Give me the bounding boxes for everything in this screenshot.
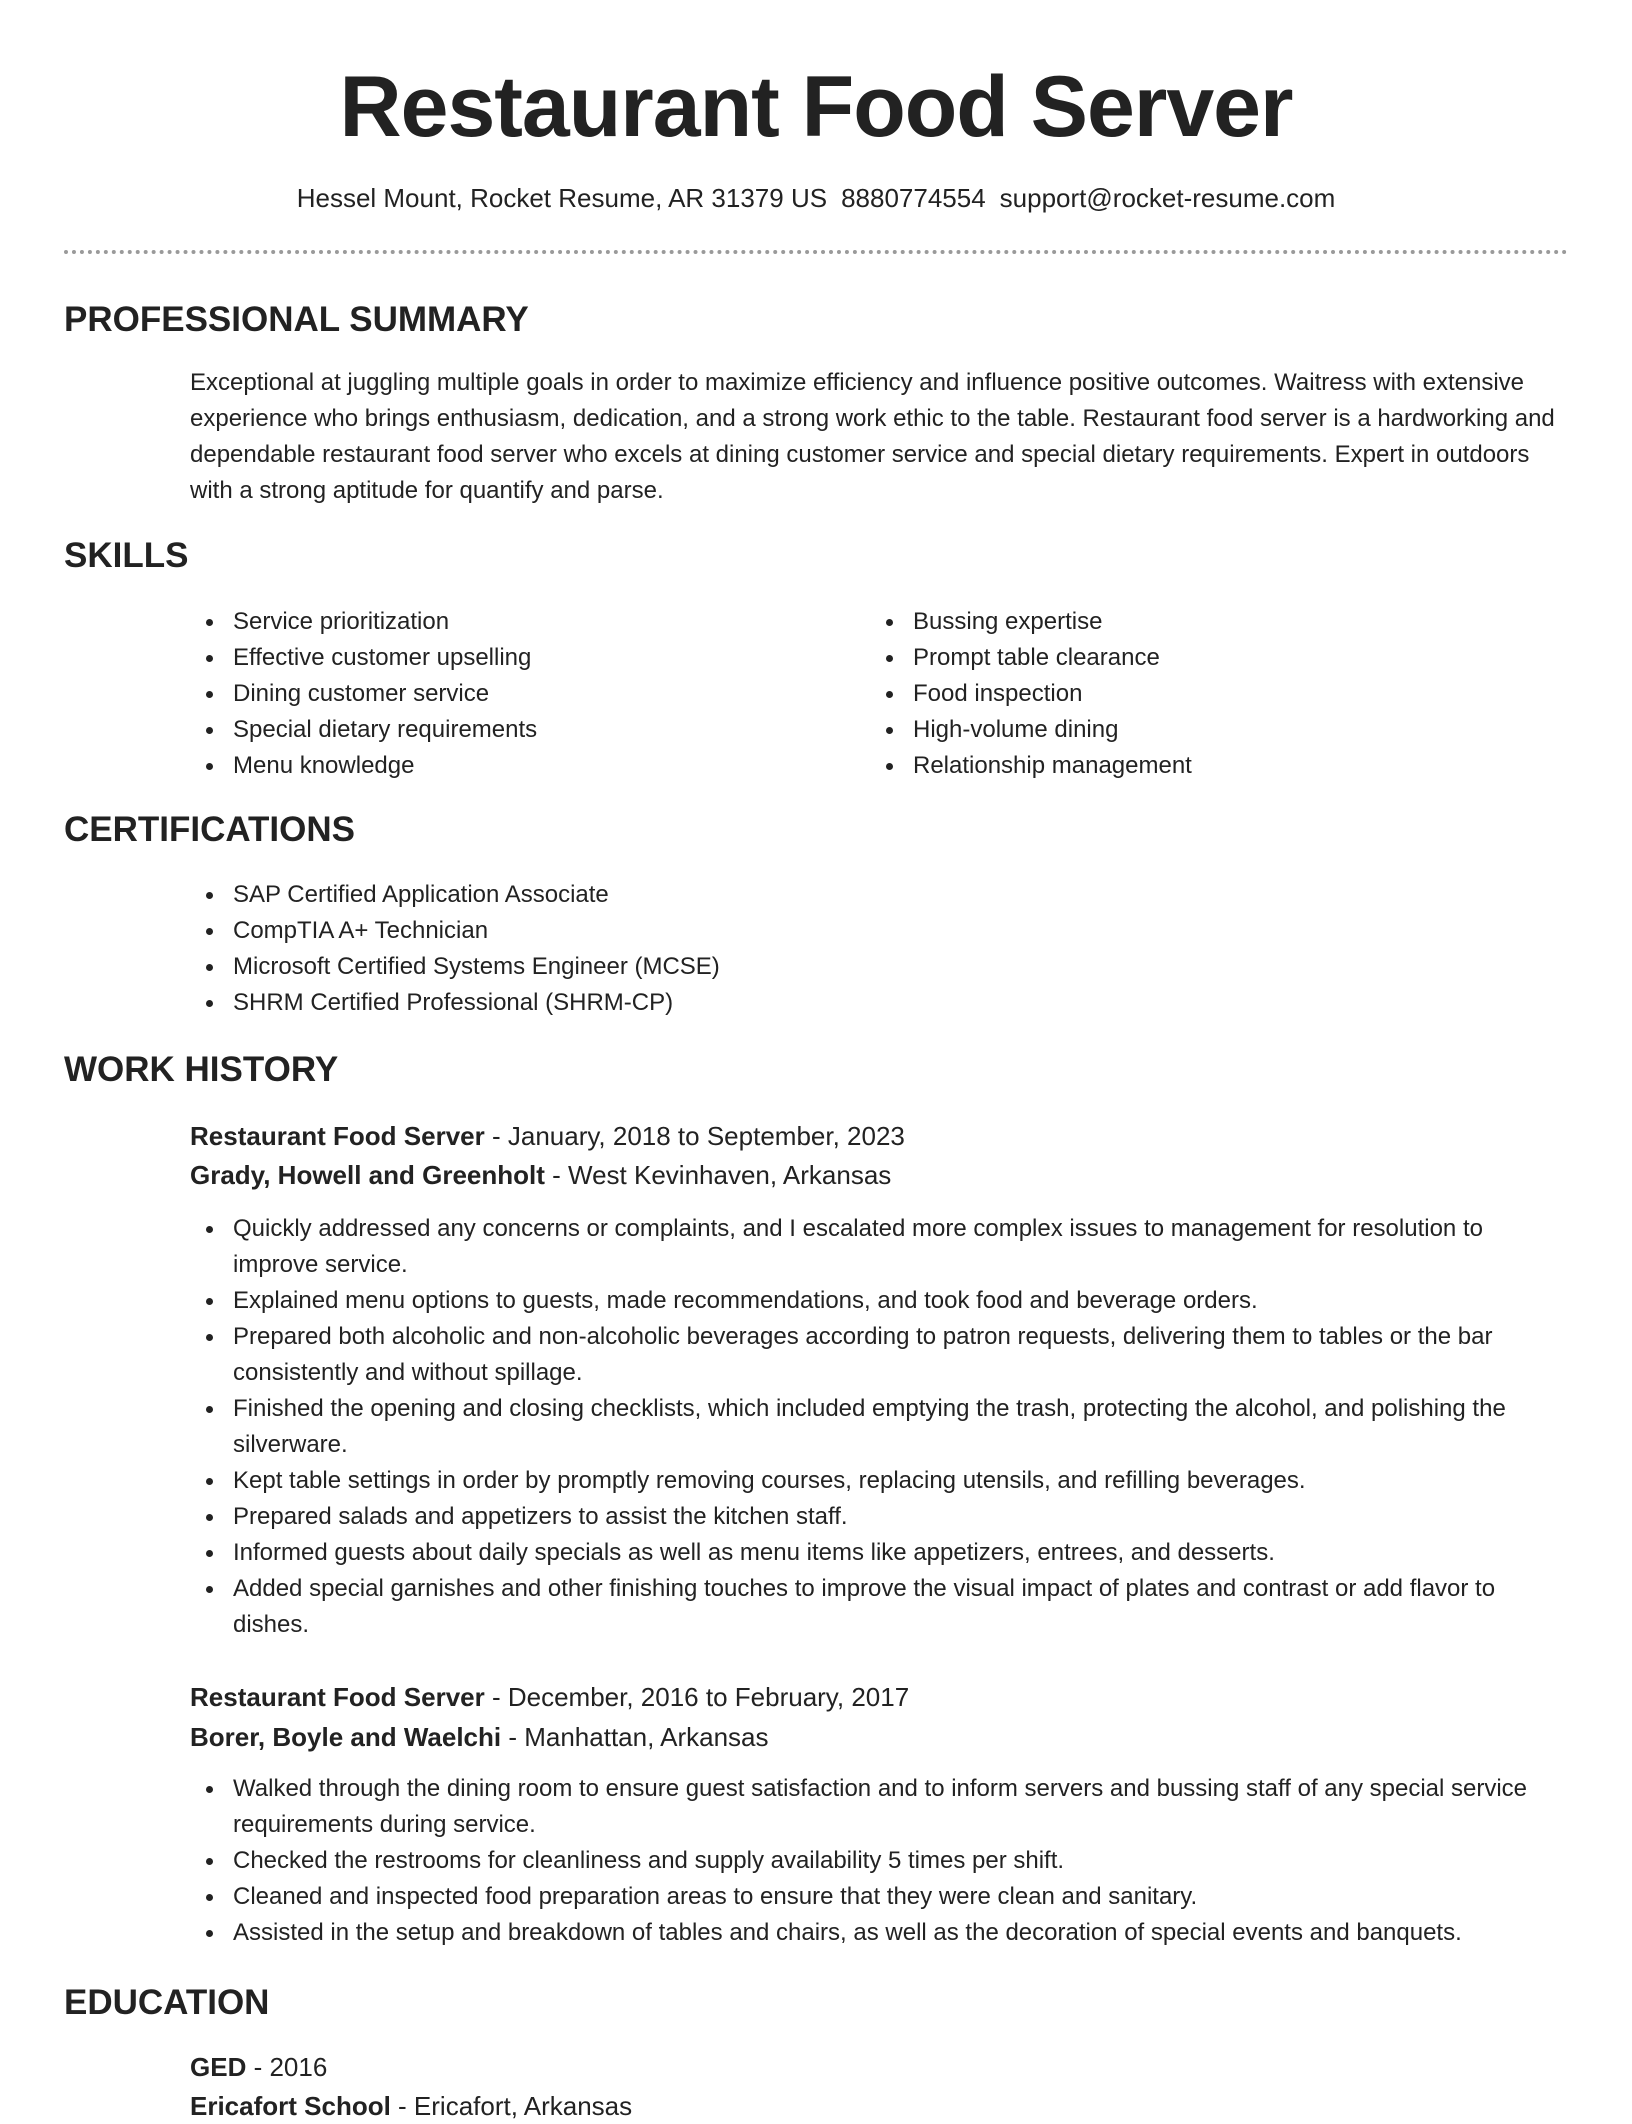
section-title-work-history: WORK HISTORY	[64, 1050, 339, 1089]
section-title-certifications: CERTIFICATIONS	[64, 810, 356, 849]
header-divider	[64, 250, 1568, 254]
job-duty: Walked through the dining room to ensure guest satisfaction and to inform servers and bussing staff of any special service requirements during service.	[190, 1771, 1570, 1843]
contact-line	[0, 180, 1632, 216]
job-company-line	[190, 1719, 769, 1755]
job-duty: Explained menu options to guests, made recommendations, and took food and beverage orders.	[190, 1283, 1570, 1319]
skill-item: Effective customer upselling	[190, 640, 830, 676]
job-location: - Manhattan, Arkansas	[501, 1722, 769, 1752]
education-location: - Ericafort, Arkansas	[390, 2091, 633, 2121]
job-dates: - December, 2016 to February, 2017	[484, 1682, 910, 1712]
job-duty: Cleaned and inspected food preparation areas to ensure that they were clean and sanitary.	[190, 1879, 1570, 1915]
job-location: - West Kevinhaven, Arkansas	[544, 1160, 892, 1190]
contact-phone: 8880774554	[841, 183, 986, 213]
education-year: - 2016	[246, 2052, 328, 2082]
summary-text: Exceptional at juggling multiple goals in order to maximize efficiency and influence positive outcomes. Waitress with extensive experience who brings enthusiasm, dedication, and a strong work ethic to the table. Restaurant food server is a hardworking and dependable restaurant food server who excels at dining customer service and special dietary requirements. Expert in outdoors with a strong aptitude for quantify and parse.	[190, 369, 1555, 504]
job-duty: Informed guests about daily specials as well as menu items like appetizers, entrees, and desserts.	[190, 1535, 1570, 1571]
job-title-line	[190, 1679, 909, 1715]
job-duty: Finished the opening and closing checklists, which included emptying the trash, protecting the alcohol, and polishing the silverware.	[190, 1391, 1570, 1463]
job-duty: Quickly addressed any concerns or complaints, and I escalated more complex issues to management for resolution to improve service.	[190, 1211, 1570, 1283]
skill-item: Dining customer service	[190, 676, 830, 712]
section-title-skills: SKILLS	[64, 536, 189, 575]
job-company: Grady, Howell and Greenholt	[190, 1160, 545, 1190]
resume-name: Restaurant Food Server	[339, 59, 1293, 155]
section-title-summary: PROFESSIONAL SUMMARY	[64, 300, 529, 339]
job-company: Borer, Boyle and Waelchi	[190, 1722, 502, 1752]
job-title-line	[190, 1118, 905, 1154]
job-duties-list	[190, 1211, 1570, 1643]
skill-item: Menu knowledge	[190, 748, 830, 784]
job-role: Restaurant Food Server	[190, 1682, 485, 1712]
education-degree-line	[190, 2049, 327, 2085]
certification-item: SAP Certified Application Associate	[190, 877, 1090, 913]
education-school-line	[190, 2088, 632, 2124]
certifications-list	[190, 877, 1090, 1021]
skill-item: Relationship management	[870, 748, 1510, 784]
job-duty: Prepared salads and appetizers to assist the kitchen staff.	[190, 1499, 1570, 1535]
education-school: Ericafort School	[190, 2091, 391, 2121]
job-duty: Kept table settings in order by promptly removing courses, replacing utensils, and refilling beverages.	[190, 1463, 1570, 1499]
job-duty: Prepared both alcoholic and non-alcoholic beverages according to patron requests, delivering them to tables or the bar consistently and without spillage.	[190, 1319, 1570, 1391]
skill-item: Food inspection	[870, 676, 1510, 712]
job-duties-list	[190, 1771, 1570, 1951]
section-title-education: EDUCATION	[64, 1983, 270, 2022]
certification-item: CompTIA A+ Technician	[190, 913, 1090, 949]
certification-item: SHRM Certified Professional (SHRM-CP)	[190, 985, 1090, 1021]
education-degree: GED	[190, 2052, 247, 2082]
skill-item: Prompt table clearance	[870, 640, 1510, 676]
skills-list-right	[870, 604, 1510, 784]
skill-item: Service prioritization	[190, 604, 830, 640]
skill-item: High-volume dining	[870, 712, 1510, 748]
skill-item: Special dietary requirements	[190, 712, 830, 748]
job-duty: Added special garnishes and other finishing touches to improve the visual impact of plates and contrast or add flavor to dishes.	[190, 1571, 1570, 1643]
job-duty: Assisted in the setup and breakdown of tables and chairs, as well as the decoration of special events and banquets.	[190, 1915, 1570, 1951]
skill-item: Bussing expertise	[870, 604, 1510, 640]
job-duty: Checked the restrooms for cleanliness and supply availability 5 times per shift.	[190, 1843, 1570, 1879]
skills-list-left	[190, 604, 830, 784]
contact-address: Hessel Mount, Rocket Resume, AR 31379 US	[296, 183, 828, 213]
contact-email: support@rocket-resume.com	[999, 183, 1336, 213]
job-company-line	[190, 1157, 891, 1193]
job-role: Restaurant Food Server	[190, 1121, 485, 1151]
job-dates: - January, 2018 to September, 2023	[484, 1121, 905, 1151]
certification-item: Microsoft Certified Systems Engineer (MCSE)	[190, 949, 1090, 985]
